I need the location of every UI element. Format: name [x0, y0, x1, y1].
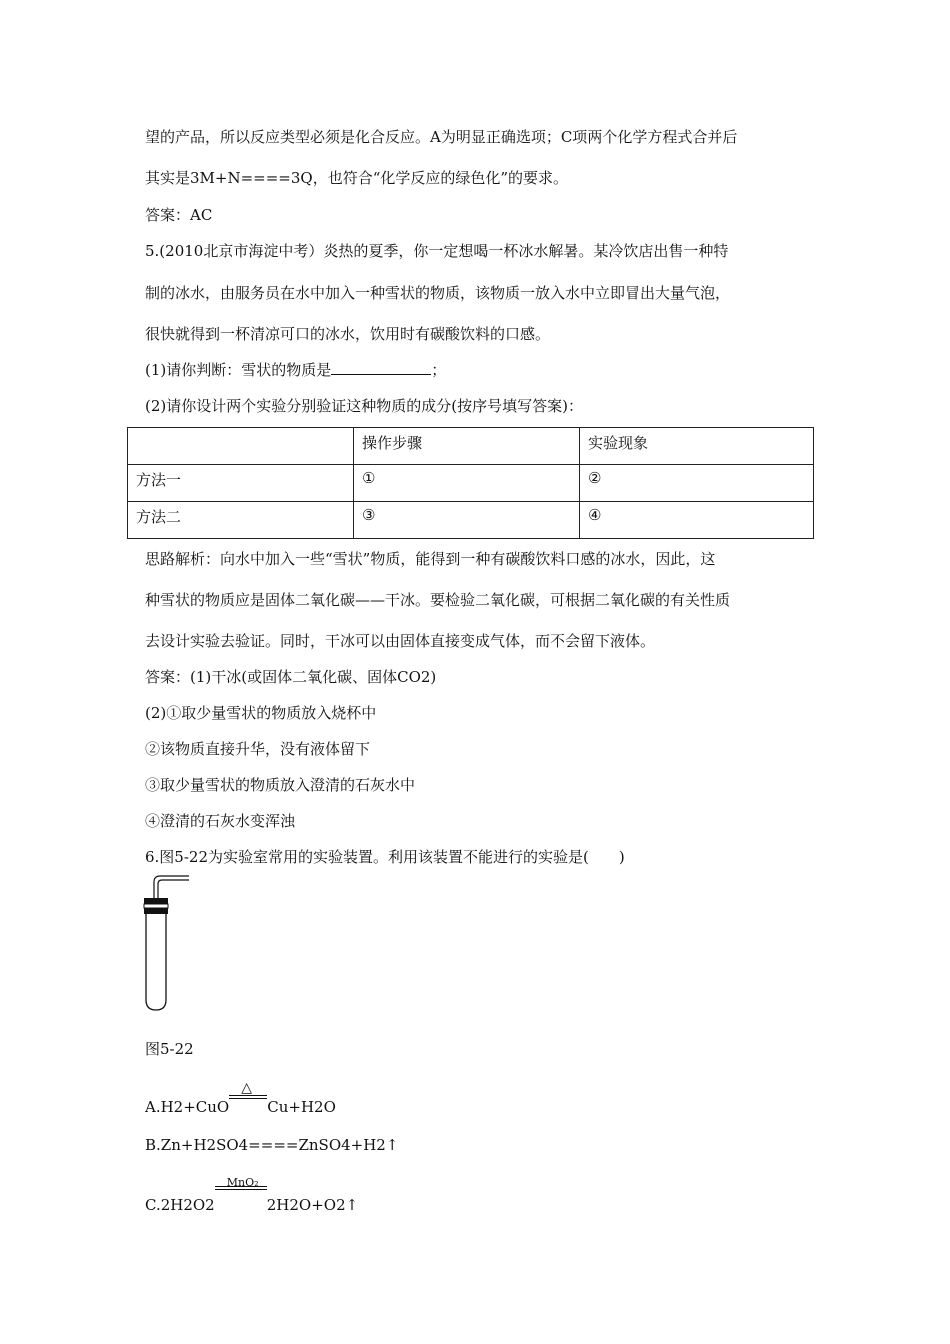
answer-line: ②该物质直接升华，没有液体留下	[145, 740, 371, 758]
equals-bar	[229, 1098, 267, 1099]
test-tube-figure	[140, 872, 200, 1018]
reaction-condition	[215, 1176, 267, 1215]
table-cell: ③	[354, 502, 580, 539]
table-cell	[128, 428, 354, 465]
answer-line: ③取少量雪状的物质放入澄清的石灰水中	[145, 776, 416, 794]
answer-line: (2)①取少量雪状的物质放入烧杯中	[145, 704, 377, 722]
analysis-line: 去设计实验去验证。同时，干冰可以由固体直接变成气体，而不会留下液体。	[145, 632, 656, 650]
reaction-condition	[229, 1080, 267, 1117]
table-cell: 方法二	[128, 502, 354, 539]
option-a	[145, 1080, 336, 1117]
answer-blank	[331, 360, 431, 375]
question-6-line: 6.图5-22为实验室常用的实验装置。利用该装置不能进行的实验是( )	[145, 848, 625, 866]
subquestion-1-text: (1)请你判断：雪状的物质是	[145, 361, 332, 379]
table-cell: 实验现象	[580, 428, 814, 465]
question-5-line: 制的冰水，由服务员在水中加入一种雪状的物质，该物质一放入水中立即冒出大量气泡，	[145, 284, 731, 302]
question-5-line: 5.(2010北京市海淀中考）炎热的夏季，你一定想喝一杯冰水解暑。某冷饮店出售一种特	[145, 242, 729, 260]
table-cell: 操作步骤	[354, 428, 580, 465]
test-tube-icon	[140, 872, 200, 1014]
subquestion-2: (2)请你设计两个实验分别验证这种物质的成分(按序号填写答案)：	[145, 397, 583, 415]
table-row	[128, 502, 814, 539]
subquestion-1	[145, 360, 446, 380]
option-c	[145, 1176, 359, 1215]
table-row	[128, 465, 814, 502]
equals-bar	[229, 1095, 267, 1096]
table-cell: 方法一	[128, 465, 354, 502]
heat-symbol: △	[241, 1080, 253, 1096]
option-b: B.Zn+H2SO4====ZnSO4+H2↑	[145, 1136, 399, 1154]
table-cell: ④	[580, 502, 814, 539]
answer-line: 答案：(1)干冰(或固体二氧化碳、固体CO2)	[145, 668, 437, 686]
analysis-line: 思路解析：向水中加入一些“雪状”物质，能得到一种有碳酸饮料口感的冰水，因此，这	[145, 550, 716, 568]
option-c-right: 2H2O+O2↑	[266, 1196, 359, 1214]
figure-caption: 图5-22	[145, 1040, 194, 1058]
question-5-line: 很快就得到一杯清凉可口的冰水，饮用时有碳酸饮料的口感。	[145, 325, 551, 343]
option-a-right: Cu+H2O	[267, 1098, 336, 1116]
equals-bar	[215, 1186, 267, 1187]
text-line: 望的产品，所以反应类型必须是化合反应。A为明显正确选项；C项两个化学方程式合并后	[145, 128, 738, 146]
answer-line: 答案：AC	[145, 206, 213, 224]
catalyst-label: MnO₂	[226, 1176, 259, 1189]
table-cell: ②	[580, 465, 814, 502]
option-a-left: A.H2+CuO	[145, 1098, 230, 1116]
table-header-row	[128, 428, 814, 465]
text-line: 其实是3M+N====3Q，也符合“化学反应的绿色化”的要求。	[145, 169, 569, 187]
table-cell: ①	[354, 465, 580, 502]
experiment-table	[127, 427, 814, 539]
analysis-line: 种雪状的物质应是固体二氧化碳——干冰。要检验二氧化碳，可根据二氧化碳的有关性质	[145, 591, 731, 609]
subquestion-1-end: ；	[431, 361, 447, 379]
answer-line: ④澄清的石灰水变浑浊	[145, 812, 296, 830]
equals-bar	[215, 1189, 267, 1190]
option-c-left: C.2H2O2	[145, 1196, 215, 1214]
